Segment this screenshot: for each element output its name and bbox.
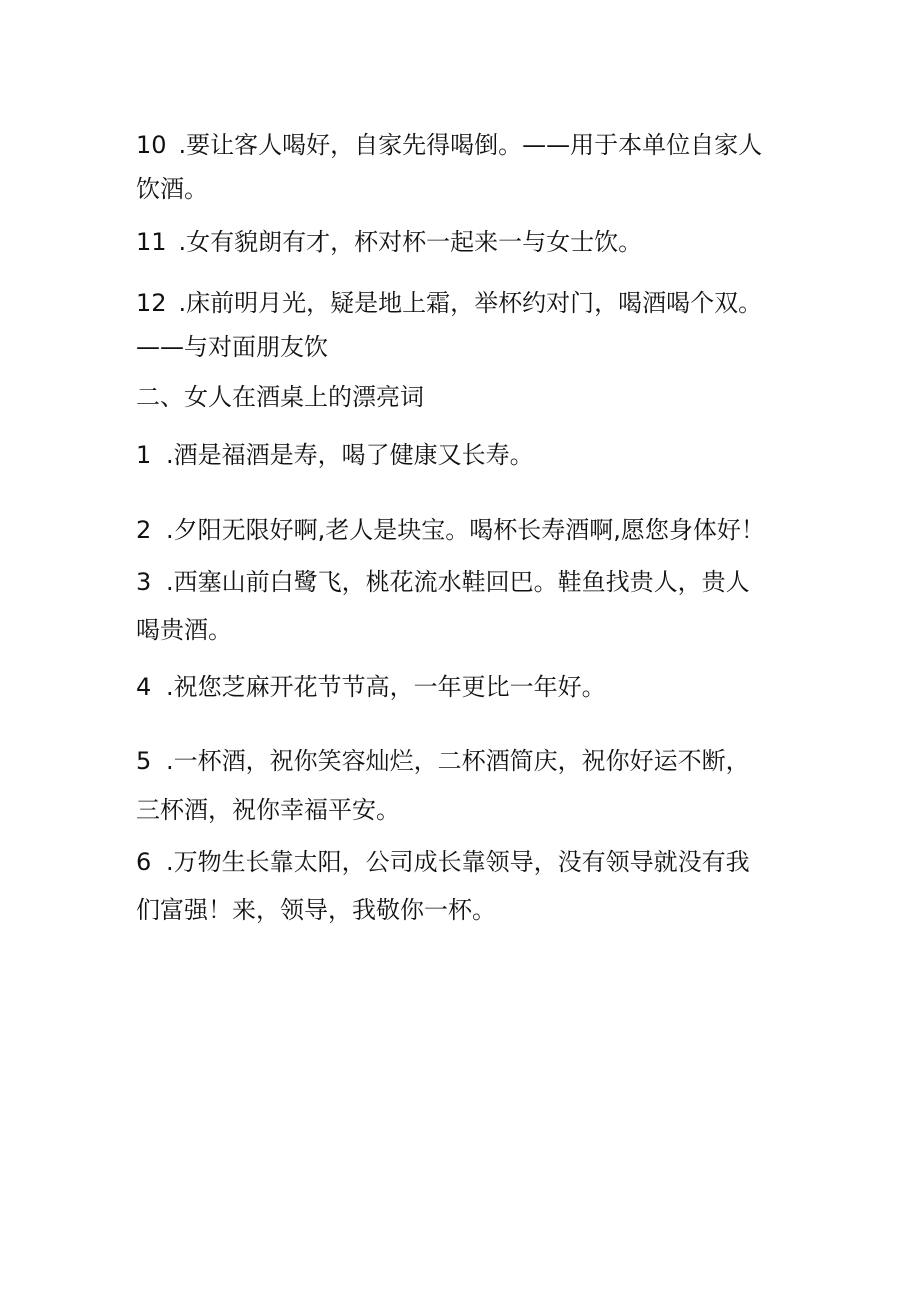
text-line (136, 670, 796, 704)
text-line (136, 172, 796, 206)
item-number: 5 (136, 747, 152, 775)
text-line (136, 513, 796, 547)
item-number: 1 (136, 441, 152, 469)
text-line (136, 565, 796, 599)
text-line (136, 893, 796, 927)
text-line (136, 330, 796, 364)
line-text: .西塞山前白鹭飞，桃花流水鞋回巴。鞋鱼找贵人，贵人 (166, 568, 750, 596)
item-number: 10 (136, 131, 167, 159)
text-line (136, 793, 796, 827)
item-number: 12 (136, 289, 167, 317)
section-heading (136, 380, 796, 414)
line-text: ——与对面朋友饮 (136, 333, 328, 361)
text-line (136, 128, 796, 162)
line-text: .要让客人喝好，自家先得喝倒。——用于本单位自家人 (178, 131, 763, 159)
item-number: 6 (136, 848, 152, 876)
text-line (136, 613, 796, 647)
line-text: 们富强！来，领导，我敬你一杯。 (136, 896, 496, 924)
line-text: 喝贵酒。 (136, 616, 232, 644)
heading-text: 二、女人在酒桌上的漂亮词 (136, 383, 424, 411)
line-text: .女有貌朗有才，杯对杯一起来一与女士饮。 (178, 228, 643, 256)
text-line (136, 845, 796, 879)
item-number: 11 (136, 228, 167, 256)
text-line (136, 225, 796, 259)
line-text: .酒是福酒是寿，喝了健康又长寿。 (166, 441, 534, 469)
item-number: 2 (136, 516, 152, 544)
text-line (136, 438, 796, 472)
line-text: 饮酒。 (136, 175, 208, 203)
line-text: .祝您芝麻开花节节高，一年更比一年好。 (166, 673, 606, 701)
item-number: 4 (136, 673, 152, 701)
text-line (136, 744, 796, 778)
line-text: .床前明月光，疑是地上霜，举杯约对门，喝酒喝个双。 (178, 289, 763, 317)
line-text: .万物生长靠太阳，公司成长靠领导，没有领导就没有我 (166, 848, 750, 876)
line-text: .夕阳无限好啊,老人是块宝。喝杯长寿酒啊,愿您身体好！ (166, 516, 765, 544)
line-text: .一杯酒，祝你笑容灿烂，二杯酒简庆，祝你好运不断， (166, 747, 750, 775)
text-line (136, 286, 796, 320)
item-number: 3 (136, 568, 152, 596)
line-text: 三杯酒，祝你幸福平安。 (136, 796, 400, 824)
